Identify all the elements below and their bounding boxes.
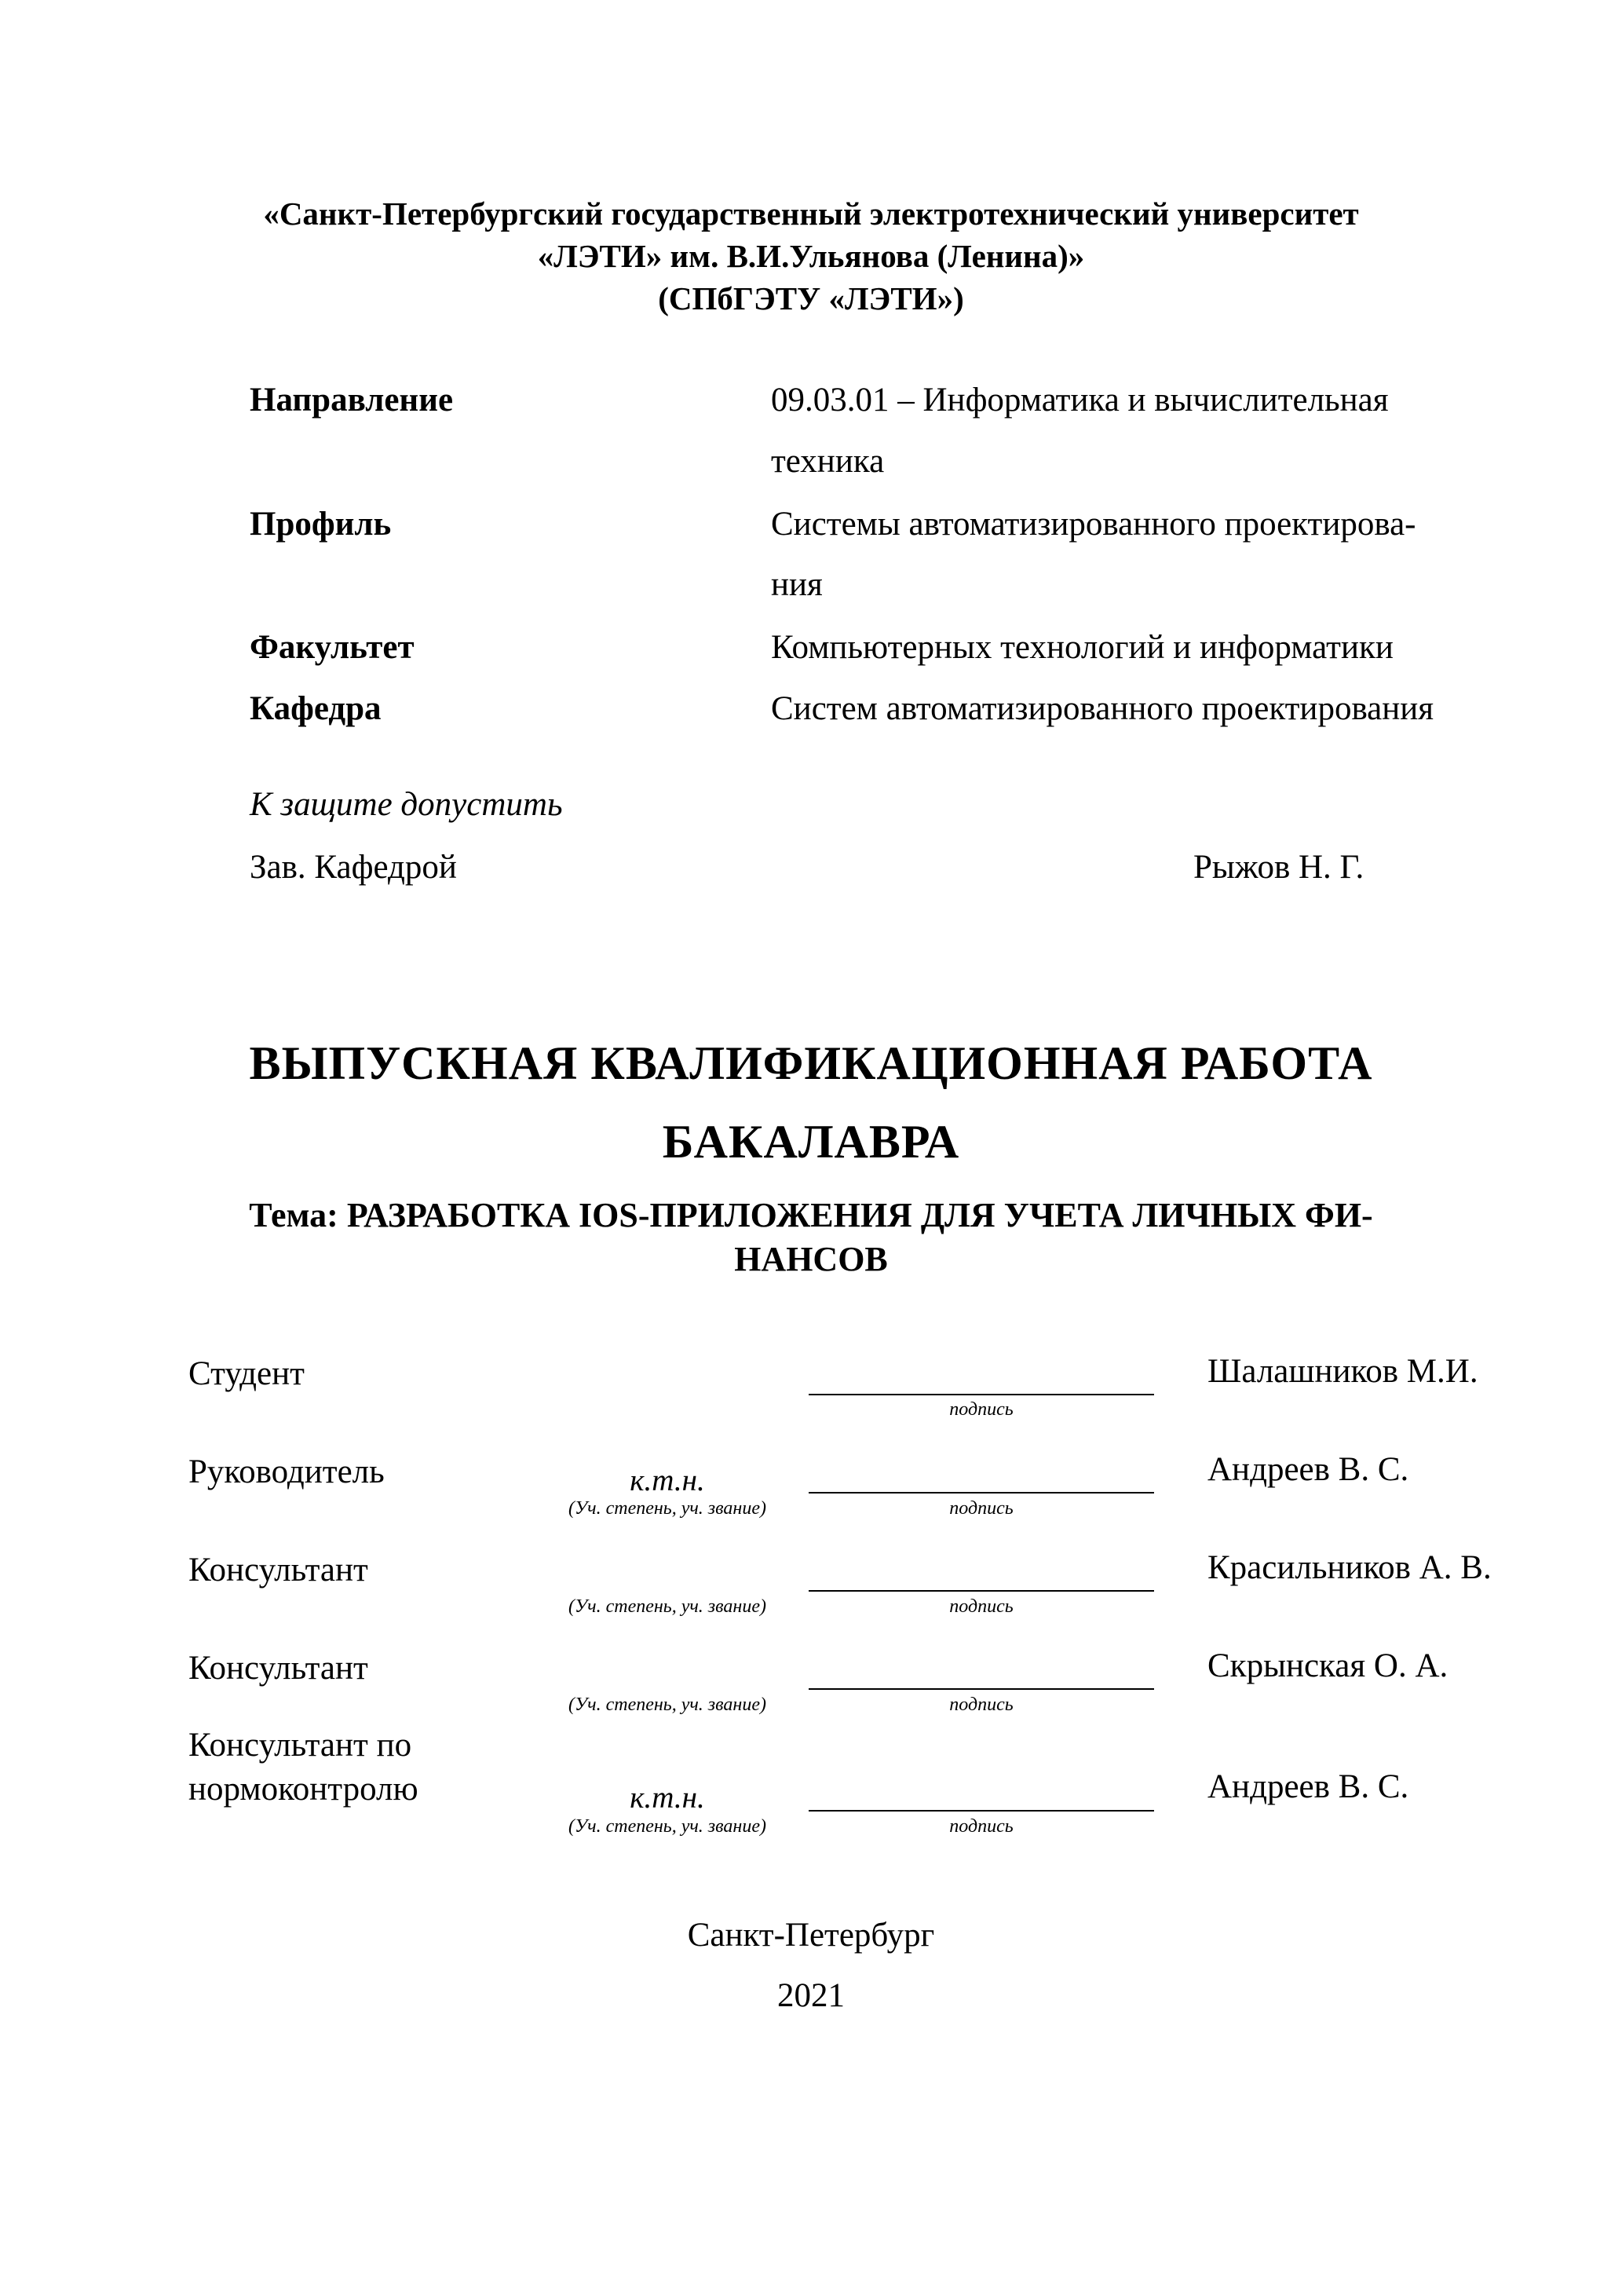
direction-label: Направление [250, 382, 454, 419]
signature-line [809, 1492, 1154, 1493]
signature-caption: подпись [949, 1816, 1014, 1837]
profile-label: Профиль [250, 506, 392, 543]
profile-value-line2: ния [771, 566, 823, 603]
university-abbreviation: (СПбГЭТУ «ЛЭТИ») [658, 280, 964, 316]
direction-value-line1: 09.03.01 – Информатика и вычислительная [771, 382, 1389, 419]
direction-value-line2: техника [771, 443, 885, 480]
faculty-value: Компьютерных технологий и информатики [771, 629, 1394, 666]
profile-value-line1: Системы автоматизированного проектирова- [771, 506, 1416, 543]
signature-line [809, 1810, 1154, 1812]
signature-name: Скрынская О. А. [1207, 1647, 1448, 1684]
degree-caption: (Уч. степень, уч. звание) [568, 1816, 766, 1837]
university-name-line2: «ЛЭТИ» им. В.И.Ульянова (Ленина)» [537, 238, 1085, 274]
department-value: Систем автоматизированного проектирования [771, 690, 1434, 727]
signature-name: Красильников А. В. [1207, 1549, 1492, 1586]
degree-caption: (Уч. степень, уч. звание) [568, 1695, 766, 1715]
signature-caption: подпись [949, 1498, 1014, 1519]
admission-label: К защите допустить [250, 786, 563, 823]
university-name-line1: «Санкт-Петербургский государственный электротехнический университет [263, 196, 1359, 232]
signature-caption: подпись [949, 1695, 1014, 1715]
signature-role-normcontrol-line2: нормоконтролю [188, 1771, 418, 1808]
signature-role-normcontrol-line1: Консультант по [188, 1727, 412, 1764]
signature-name: Андреев В. С. [1207, 1768, 1409, 1805]
signature-role-consultant: Консультант [188, 1552, 368, 1589]
year: 2021 [777, 1977, 845, 2014]
signature-role-consultant: Консультант [188, 1650, 368, 1687]
department-label: Кафедра [250, 690, 382, 727]
faculty-label: Факультет [250, 629, 415, 666]
topic-line1: Тема: РАЗРАБОТКА IOS-ПРИЛОЖЕНИЯ ДЛЯ УЧЕТА ЛИЧНЫХ ФИ- [249, 1196, 1373, 1234]
signature-line [809, 1394, 1154, 1395]
signature-name: Шалашников М.И. [1207, 1353, 1478, 1390]
signature-caption: подпись [949, 1596, 1014, 1617]
signature-line [809, 1688, 1154, 1690]
academic-degree: к.т.н. [630, 1781, 705, 1815]
document-title-line1: ВЫПУСКНАЯ КВАЛИФИКАЦИОННАЯ РАБОТА [249, 1037, 1373, 1089]
signature-name: Андреев В. С. [1207, 1451, 1409, 1488]
document-title-line2: БАКАЛАВРА [662, 1116, 960, 1168]
signature-line [809, 1590, 1154, 1592]
signature-role-supervisor: Руководитель [188, 1453, 385, 1490]
degree-caption: (Уч. степень, уч. звание) [568, 1498, 766, 1519]
city: Санкт-Петербург [687, 1917, 935, 1954]
degree-caption: (Уч. степень, уч. звание) [568, 1596, 766, 1617]
head-of-department-name: Рыжов Н. Г. [1193, 849, 1364, 886]
academic-degree: к.т.н. [630, 1464, 705, 1497]
signature-role-student: Студент [188, 1355, 305, 1392]
head-of-department-title: Зав. Кафедрой [250, 849, 457, 886]
signature-caption: подпись [949, 1399, 1014, 1420]
topic-line2: НАНСОВ [734, 1240, 888, 1278]
